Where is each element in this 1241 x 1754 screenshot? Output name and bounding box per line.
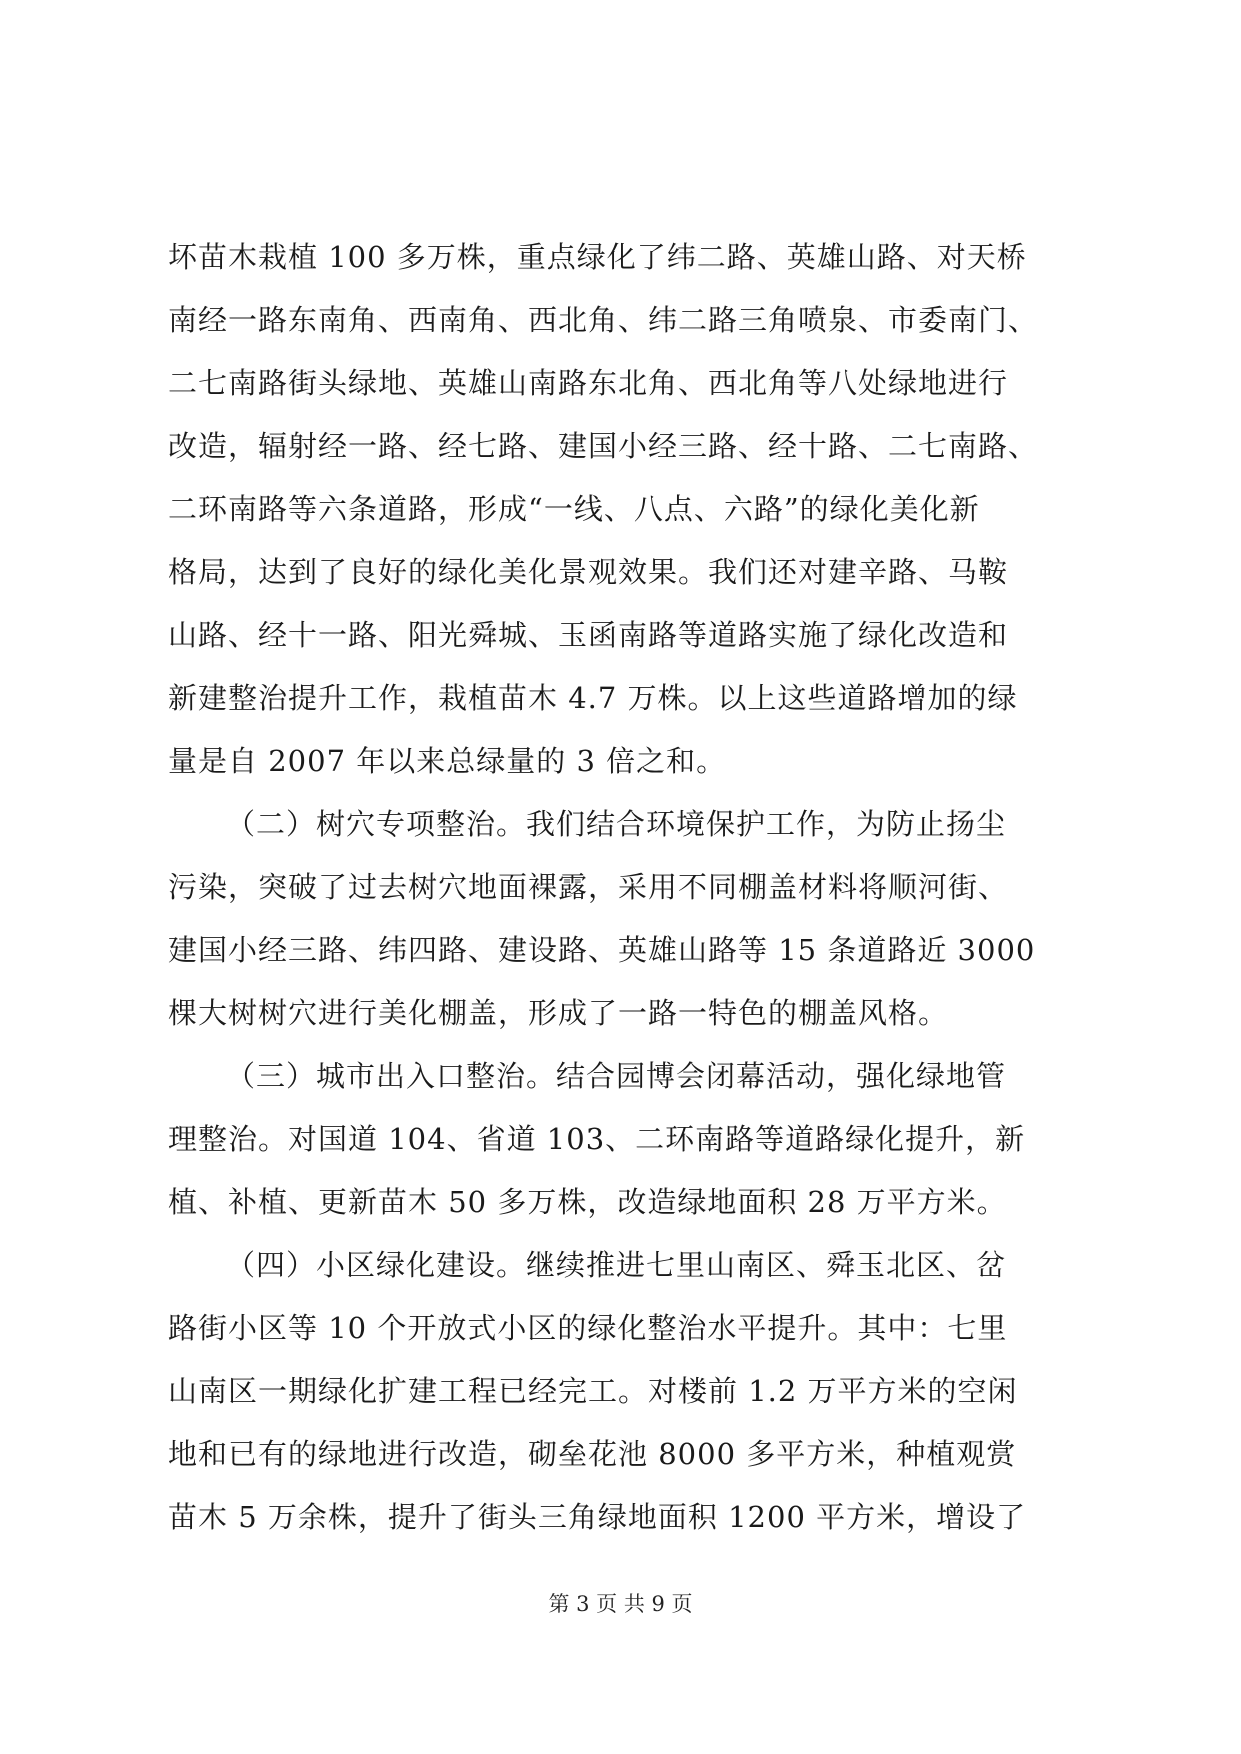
text-line: 建国小经三路、纬四路、建设路、英雄山路等 15 条道路近 3000 [168, 933, 1036, 967]
paragraph-first-line: （四）小区绿化建设。继续推进七里山南区、舜玉北区、岔 [226, 1248, 1007, 1282]
text-line: 植、补植、更新苗木 50 多万株，改造绿地面积 28 万平方米。 [168, 1185, 1007, 1219]
text-line: 改造，辐射经一路、经七路、建国小经三路、经十路、二七南路、 [168, 429, 1039, 463]
text-line: 污染，突破了过去树穴地面裸露，采用不同棚盖材料将顺河街、 [168, 870, 1009, 904]
text-line: 坏苗木栽植 100 多万株，重点绿化了纬二路、英雄山路、对天桥 [168, 240, 1027, 274]
text-line: 理整治。对国道 104、省道 103、二环南路等道路绿化提升，新 [168, 1122, 1026, 1156]
text-line: 二环南路等六条道路，形成“一线、八点、六路”的绿化美化新 [168, 492, 980, 526]
text-line: 苗木 5 万余株，提升了街头三角绿地面积 1200 平方米，增设了 [168, 1500, 1027, 1534]
text-line: 新建整治提升工作，栽植苗木 4.7 万株。以上这些道路增加的绿 [168, 681, 1018, 715]
body-text [168, 226, 1080, 1549]
text-line: 地和已有的绿地进行改造，砌垒花池 8000 多平方米，种植观赏 [168, 1437, 1017, 1471]
text-line: 二七南路街头绿地、英雄山南路东北角、西北角等八处绿地进行 [168, 366, 1009, 400]
text-line: 棵大树树穴进行美化棚盖，形成了一路一特色的棚盖风格。 [168, 996, 949, 1030]
page-footer: 第 3 页 共 9 页 [548, 1592, 693, 1616]
text-line: 量是自 2007 年以来总绿量的 3 倍之和。 [168, 744, 727, 778]
text-line: 山南区一期绿化扩建工程已经完工。对楼前 1.2 万平方米的空闲 [168, 1374, 1018, 1408]
paragraph-first-line: （三）城市出入口整治。结合园博会闭幕活动，强化绿地管 [226, 1059, 1007, 1093]
paragraph-first-line: （二）树穴专项整治。我们结合环境保护工作，为防止扬尘 [226, 807, 1007, 841]
text-line: 路街小区等 10 个开放式小区的绿化整治水平提升。其中：七里 [168, 1311, 1008, 1345]
text-line: 南经一路东南角、西南角、西北角、纬二路三角喷泉、市委南门、 [168, 303, 1039, 337]
text-line: 格局，达到了良好的绿化美化景观效果。我们还对建辛路、马鞍 [168, 555, 1009, 589]
text-line: 山路、经十一路、阳光舜城、玉函南路等道路实施了绿化改造和 [168, 618, 1009, 652]
